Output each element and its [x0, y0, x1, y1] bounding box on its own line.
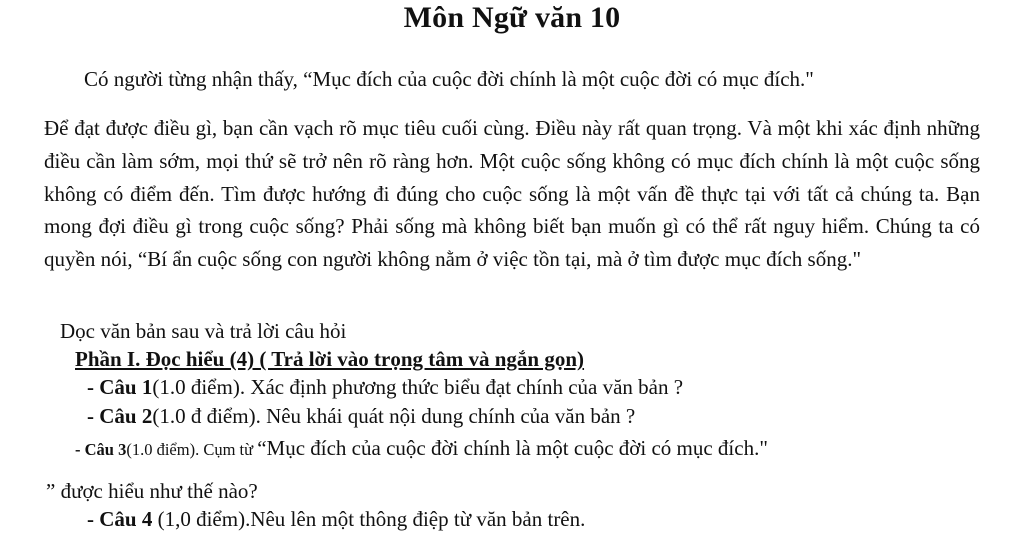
question-1	[87, 373, 683, 401]
opening-quote: Có người từng nhận thấy, “Mục đích của cuộc đời chính là một cuộc đời có mục đích."	[84, 67, 814, 91]
reading-instruction: Dọc văn bản sau và trả lời câu hỏi	[60, 319, 347, 343]
question-2-text: (1.0 đ điểm). Nêu khái quát nội dung chính của văn bản ?	[152, 404, 636, 428]
section-heading: Phần I. Đọc hiểu (4) ( Trả lời vào trọng tâm và ngắn gọn)	[75, 347, 585, 371]
question-3	[75, 434, 768, 464]
reading-passage: Để đạt được điều gì, bạn cần vạch rõ mục tiêu cuối cùng. Điều này rất quan trọng. Và một khi xác định những điều cần làm sớm, mọi thứ sẽ trở nên rõ ràng hơn. Một cuộc sống không có mục đích chính là một cuộc sống không có điểm đến. Tìm được hướng đi đúng cho cuộc sống là một vấn đề thực tại với tất cả chúng ta. Bạn mong đợi điều gì trong cuộc sống? Phải sống mà không biết bạn muốn gì có thể rất nguy hiểm. Chúng ta có quyền nói, “Bí ẩn cuộc sống con người không nằm ở việc tồn tại, mà ở tìm được mục đích sống."	[44, 116, 980, 272]
question-1-text: (1.0 điểm). Xác định phương thức biểu đạt chính của văn bản ?	[152, 375, 684, 399]
question-3-text: “Mục đích của cuộc đời chính là một cuộc đời có mục đích."	[257, 436, 768, 460]
question-4-label: - Câu 4	[87, 507, 153, 531]
question-4	[87, 505, 585, 533]
question-3-continuation: ” được hiểu như thế nào?	[46, 479, 258, 503]
page-title: Môn Ngữ văn 10	[403, 1, 621, 34]
question-2-label: - Câu 2	[87, 404, 153, 428]
question-3-points: (1.0 điểm). Cụm từ	[126, 440, 258, 459]
question-3-label: - Câu 3	[75, 440, 127, 459]
question-4-text: (1,0 điểm).Nêu lên một thông điệp từ văn bản trên.	[152, 507, 586, 531]
question-2	[87, 402, 635, 430]
question-1-label: - Câu 1	[87, 375, 153, 399]
